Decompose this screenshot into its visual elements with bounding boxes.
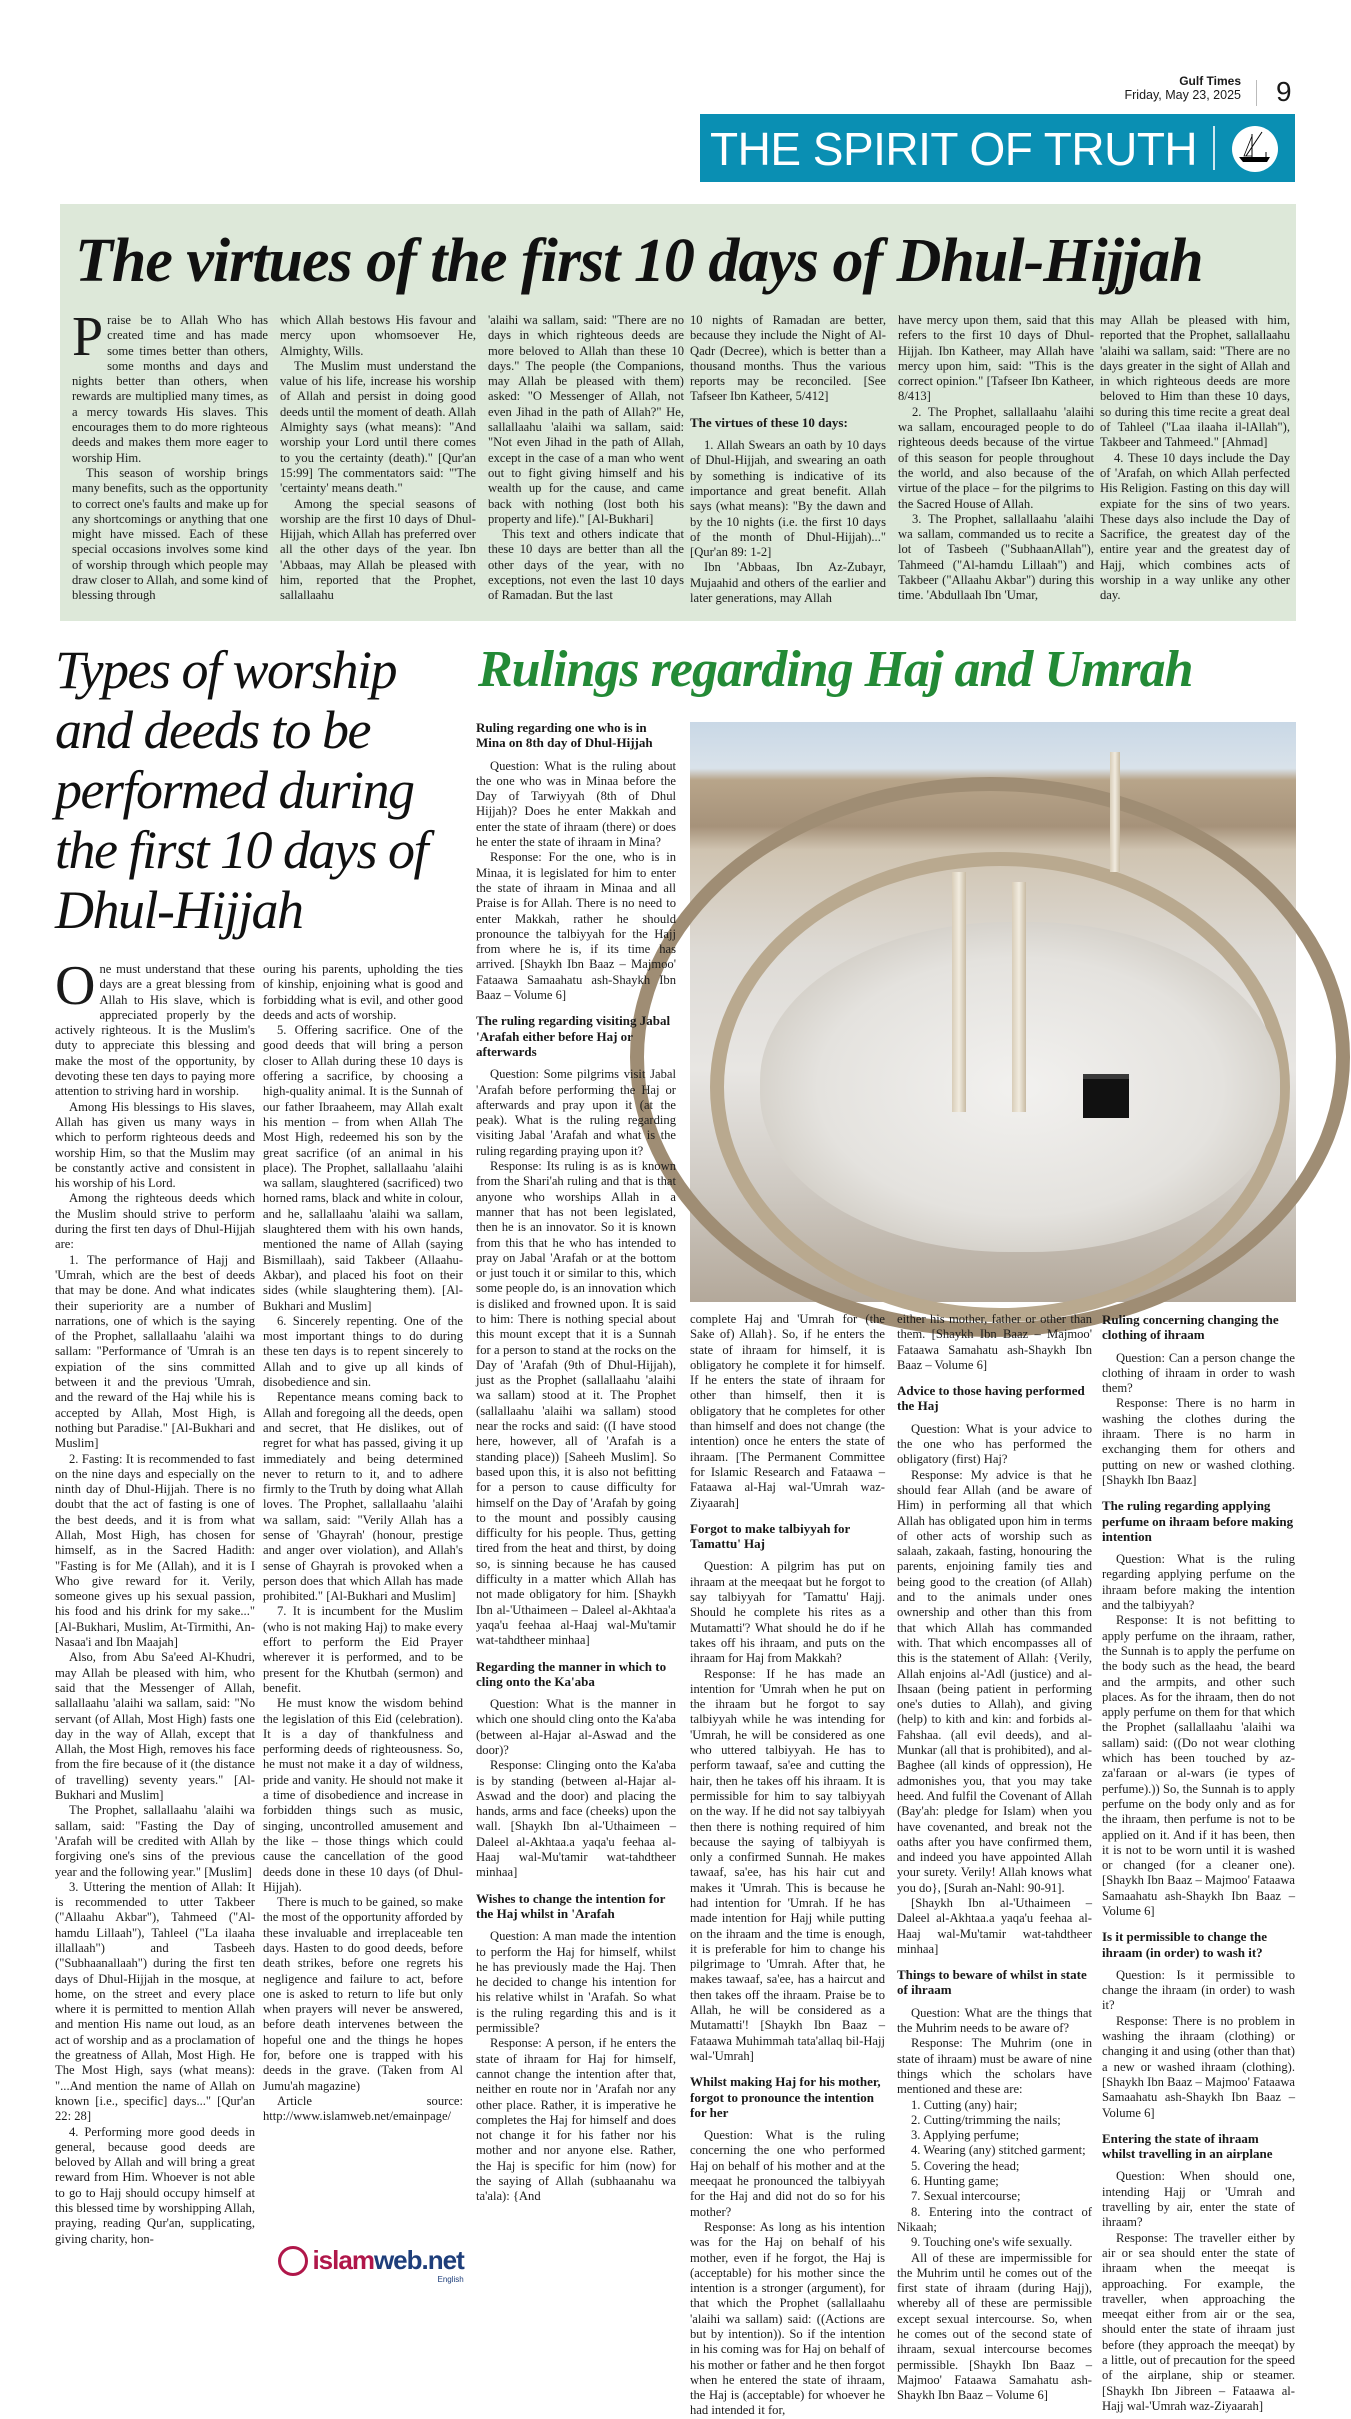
publication-name: Gulf Times <box>1179 74 1241 88</box>
logo-subtitle: English <box>437 2275 464 2284</box>
paragraph: 5. Offering sacrifice. One of the good deeds that will bring a person closer to Allah during these 10 days is offering a sacrifice, by choosing a high-quality animal. It is the Sunnah of our father Ibraaheem, may Allah exalt his mention – from when Allah The Most High, redeemed his son by the great sacrifice (of an animal in his place). The Prophet, sallallaahu 'alaihi wa sallam, slaughtered (sacrificed) two horned rams, black and white in colour, and he, sallallaahu 'alaihi wa sallam, slaughtered them with his own hands, mentioned the name of Allah (saying Bismillaah), said Takbeer (Allaahu-Akbar), and placed his foot on their sides (while slaughtering them). [Al-Bukhari and Muslim] <box>263 1023 463 1313</box>
subheading: The ruling regarding applying perfume on ihraam before making intention <box>1102 1498 1294 1544</box>
paragraph: 2. The Prophet, sallallaahu 'alaihi wa sallam, encouraged people to do righteous deeds because of the virtue of this season for people throughout the world, and also because of the virtue of the place – for the pilgrims to the Sacred House of Allah. <box>898 404 1094 511</box>
paragraph: Response: A person, if he enters the state of ihraam for Haj for himself, cannot change the intention after that, neither en route nor in 'Arafah nor any other place. Rather, it is imperative he completes the Haj for himself and does not change it for his father nor his mother and nor anyone else. Rather, the Haj is specific for him (now) for the saying of Allah (subhaanahu wa ta'ala): {And <box>476 2036 676 2204</box>
headline-line: performed during <box>55 760 414 820</box>
headline-line: Types of worship <box>55 640 397 700</box>
headline-line: and deeds to be <box>55 700 370 760</box>
paragraph: One must understand that these days are a great blessing from Allah to His slave, which is appreciated properly by the actively righteous. It is the Muslim's duty to appreciate this blessing and make the most of the opportunity, by devoting these ten days to paying more attention to striving hard in worship. <box>55 955 255 1099</box>
paragraph: 7. Sexual intercourse; <box>911 2189 1021 2204</box>
paragraph: Question: What is the ruling about the one who was in Minaa before the Day of Tarwiyyah (8th of Dhul Hijjah)? Does he enter Makkah and enter the state of ihraam (there) or does he enter the state of ihraam in Mina? <box>476 758 676 850</box>
minaret <box>952 872 966 1112</box>
minaret <box>1110 752 1120 872</box>
islamweb-logo <box>278 2245 464 2284</box>
paragraph: Question: Is it permissible to change the ihraam (in order) to wash it? <box>1102 1967 1295 2013</box>
paragraph: All of these are impermissible for the Muhrim until he comes out of the first state of ihraam (during Hajj), whereby all of these are permissible except sexual intercourse. So, when he comes out of the second state of ihraam, sexual intercourse becomes permissible. [Shaykh Ibn Baaz – Majmoo' Fataawa Samahatu ash-Shaykh Ibn Baaz – Volume 6] <box>897 2250 1092 2403</box>
subheading: Entering the state of ihraam whilst travelling in an airplane <box>1102 2130 1273 2162</box>
paragraph: 4. Wearing (any) stitched garment; <box>911 2143 1086 2158</box>
paragraph: 10 nights of Ramadan are better, because they include the Night of Al-Qadr (Decree), which is better than a thousand months. Thus the various reports may be reconciled. [See Tafseer Ibn Katheer, 5/412] <box>690 313 886 404</box>
paragraph: He must know the wisdom behind the legislation of this Eid (celebration). It is a day of thankfulness and performing deeds of righteousness. So, he must not make it a day of wildness, pride and vanity. He should not make it a time of disobedience and increase in forbidden things such as music, singing, uncontrolled amusement and the like – those things which could cause the cancellation of the good deeds done in these 10 days (of Dhul-Hijjah). <box>263 1696 463 1894</box>
paragraph: Response: If he has made an intention for 'Umrah when he put on the ihraam but he forgot to say talbiyyah while he was intending for 'Umrah, he will be considered as one who uttered talbiyyah. He has to perform tawaaf, sa'ee and cutting the hair, then he takes off his ihraam. It is permissible for him to say talbiyyah on the way. If he did not say talbiyyah then there is nothing required of him because the saying of talbiyyah is only a confirmed Sunnah. He makes tawaaf, sa'ee, has his hair cut and makes it 'Umrah. This is because he had intention for 'Umrah. If he has made intention for Hajj while putting on the ihraam and the time is enough, it is preferable for him to change his pilgrimage to 'Umrah. After that, he makes tawaaf, sa'ee, has a haircut and then takes off the ihraam. Praise be to Allah, he will be considered as a Mutamatti'! [Shaykh Ibn Baaz – Fataawa Muhimmah tata'allaq bil-Hajj wal-'Umrah] <box>690 1666 885 2063</box>
paragraph: The Prophet, sallallaahu 'alaihi wa sallam, said: "Fasting the Day of 'Arafah will be credited with Allah by forgiving one's sins of the previous year and the following year." [Muslim] <box>55 1803 255 1879</box>
subheading: Wishes to change the intention for the Haj whilst in 'Arafah <box>476 1890 666 1921</box>
masthead <box>1125 74 1242 102</box>
paragraph: have mercy upon them, said that this refers to the first 10 days of Dhul-Hijjah. Ibn Katheer, may Allah have mercy upon him, said: "This is the correct opinion." [Tafseer Ibn Katheer, 8/413] <box>898 313 1094 404</box>
paragraph: Question: What is your advice to the one who has performed the obligatory (first) Haj? <box>897 1421 1092 1467</box>
headline-line: Dhul-Hijjah <box>55 880 303 940</box>
subheading: Ruling concerning changing the clothing of ihraam <box>1102 1312 1279 1343</box>
kaaba <box>1083 1074 1129 1118</box>
text-column <box>72 306 268 613</box>
paragraph: Question: A pilgrim has put on ihraam at the meeqaat but he forgot to say talbiyyah for 'Tamattu' Hajj. Should he complete his rites as a Mutamatti'? What should he do if he takes off his ihraam, and puts on the ihraam for Haj from Makkah? <box>690 1559 885 1666</box>
text-column <box>488 313 684 613</box>
paragraph: Praise be to Allah Who has created time and has made some times better than others, some months and days and nights better than others, when rewards are multiplied many times, as a mercy towards His slaves. This encourages them to do more righteous deeds and makes them more eager to worship Him. <box>72 306 268 465</box>
subheading: The virtues of these 10 days: <box>690 414 848 430</box>
paragraph: 6. Sincerely repenting. One of the most important things to do during these ten days is to repent sincerely to Allah and to give up all kinds of disobedience and sin. <box>263 1313 463 1390</box>
subheading: Advice to those having performed the Haj <box>897 1383 1085 1414</box>
masthead-divider <box>1256 80 1257 106</box>
paragraph: Among the special seasons of worship are the first 10 days of Dhul-Hijjah, which Allah has preferred over all the other days of the year. Ibn 'Abbaas, may Allah be pleased with him, reported that the Prophet, sallallaahu <box>280 496 476 603</box>
subheading: Things to beware of whilst in state of ihraam <box>897 1967 1087 1998</box>
paragraph: Response: The Muhrim (one in state of ihraam) must be aware of nine things which the scholars have mentioned and these are: <box>897 2036 1092 2097</box>
paragraph: Also, from Abu Sa'eed Al-Khudri, may Allah be pleased with him, who said that the Messenger of Allah, sallallaahu 'alaihi wa sallam, said: "No servant (of Allah, Most High) fasts one day in the way of Allah, except that Allah, the Most High, removes his face from the fire because of it (the distance of travelling) seventy years." [Al-Bukhari and Muslim] <box>55 1650 255 1803</box>
paragraph: 7. It is incumbent for the Muslim (who is not making Haj) to make every effort to perform the Eid Prayer wherever it is performed, and to be present for the Khutbah (sermon) and benefit. <box>263 1604 463 1695</box>
text-column <box>476 720 676 2340</box>
kaaba-aerial-photo <box>690 722 1296 1302</box>
paragraph: 4. Performing more good deeds in general, because good deeds are beloved by Allah and will bring a great reward from Him. Whoever is not able to go to Hajj should occupy himself at this blessed time by worshipping Allah, praying, reading Qur'an, supplicating, giving charity, hon- <box>55 2124 255 2246</box>
paragraph: ouring his parents, upholding the ties of kinship, enjoining what is good and forbidding what is evil, and other good deeds and acts of worship. <box>263 962 463 1022</box>
paragraph: 3. Uttering the mention of Allah: It is recommended to utter Takbeer ("Allaahu Akbar"), Tahmeed ("Al-hamdu Lillaah"), Tahleel ("La ilaaha illallaah") and Tasbeeh ("Subhaanallaah") during the first ten days of Dhul-Hijjah in the mosque, at home, on the street and every place where it is permitted to mention Allah and mention His name out loud, as an act of worship and as a proclamation of the greatness of Allah, Most High. He The Most High, says (what means): "...And mention the name of Allah on known [i.e., specific] days..." [Qur'an 22: 28] <box>55 1879 255 2124</box>
paragraph: Question: What are the things that the Muhrim needs to be aware of? <box>897 2005 1092 2036</box>
paragraph: Question: What is the manner in which one should cling onto the Ka'aba (between al-Hajar al-Aswad and the door)? <box>476 1697 676 1757</box>
paragraph: Response: My advice is that he should fear Allah (and be aware of Him) in performing all that which Allah has obligated upon him in terms of other acts of worship such as salaah, zakaah, fasting, honouring the parents, enjoining family ties and being good to the creation (of Allah) and to the animals under ones ownership and other than this from that which Allah has commanded with. That which encompasses all of this is the statement of Allah: {Verily, Allah enjoins al-'Adl (justice) and al-Ihsaan (being patient in performing one's duties to Allah), and giving (help) to kith and kin: and forbids al-Fahshaa. (all evil deeds), and al-Munkar (all that is prohibited), and al-Baghee (all kinds of oppression), He admonishes you, that you may take heed. And fulfil the Covenant of Allah (Bay'ah: pledge for Islam) when you have covenanted, and break not the oaths after you have confirmed them, and indeed you have appointed Allah your surety. Verily! Allah knows what you do}, [Surah an-Nahl: 90-91]. <box>897 1467 1092 1895</box>
paragraph[interactable]: Article source: http://www.islamweb.net/emainpage/ <box>263 2093 463 2124</box>
text-column <box>897 1312 1092 2403</box>
subheading: Is it permissible to change the ihraam (in order) to wash it? <box>1102 1929 1268 1960</box>
paragraph: 2. Fasting: It is recommended to fast on the nine days and especially on the ninth day of Dhul-Hijjah. There is no doubt that the act of fasting is one of the best deeds, and it is from what Allah, Most High, has chosen for himself, as in the Sacred Hadith: "Fasting is for Me (Allah), and it is I Who give reward for it. Verily, someone gives up his sexual passion, his food and his drink for my sake..." [Al-Bukhari, Muslim, At-Tirmithi, An-Nasaa'i and Ibn Maajah] <box>55 1451 255 1650</box>
headline-line: the first 10 days of <box>55 820 427 880</box>
subheading: The ruling regarding visiting Jabal 'Arafah either before Haj or afterwards <box>476 1013 671 1059</box>
text-column <box>898 313 1094 613</box>
paragraph: Response: There is no harm in washing the clothes during the ihraam. There is no harm in exchanging them for others and putting on new or washed clothing. [Shaykh Ibn Baaz] <box>1102 1396 1295 1487</box>
paragraph: Response: For the one, who is in Minaa, it is legislated for him to enter the state of ihraam in Minaa and all Praise is for Allah. There is no need to enter Makkah, rather he should pronounce the talbiyyah for the Hajj from where he is, if its time has arrived. [Shaykh Ibn Baaz – Majmoo' Fataawa Samaahatu ash-Shaykh Ibn Baaz – Volume 6] <box>476 850 676 1003</box>
minaret <box>1012 882 1026 1112</box>
types-headline <box>55 640 475 940</box>
page-number: 9 <box>1276 76 1292 107</box>
section-banner <box>700 114 1295 182</box>
paragraph: Ibn 'Abbaas, Ibn Az-Zubayr, Mujaahid and others of the earlier and later generations, may Allah <box>690 560 886 606</box>
paragraph: 3. The Prophet, sallallaahu 'alaihi wa sallam, commanded us to recite a lot of Tasbeeh ("SubhaanAllah"), Tahmeed ("Al-hamdu Lillaah") and Takbeer ("Allaahu Akbar") during this time. 'Abdullaah Ibn 'Umar, <box>898 511 1094 603</box>
banner-divider <box>1213 126 1215 170</box>
paragraph: 9. Touching one's wife sexually. <box>911 2235 1073 2250</box>
section-title: THE SPIRIT OF TRUTH <box>710 123 1198 175</box>
feature-headline: The virtues of the first 10 days of Dhul-Hijjah <box>75 227 1203 295</box>
text-column <box>690 313 886 613</box>
text-column <box>1102 1312 1295 2413</box>
paragraph: Question: What is the ruling concerning the one who performed Haj on behalf of his mother and at the meeqaat he pronounced the talbiyyah for the Haj and did not do so for his mother? <box>690 2128 885 2219</box>
paragraph: either his mother, father or other than them. [Shaykh Ibn Baaz – Majmoo' Fataawa Samahatu ash-Shaykh Ibn Baaz – Volume 6] <box>897 1312 1092 1372</box>
paragraph: may Allah be pleased with him, reported that the Prophet, sallallaahu 'alaihi wa sallam, said: "There are no days greater in the sight of Allah and in which righteous deeds are more beloved to Him than these 10 days, so during this time recite a great deal of Tahleel ("Laa ilaaha il-lAllah"), Takbeer and Tahmeed." [Ahmad] <box>1100 313 1290 450</box>
paragraph: Response: Its ruling is as is known from the Shari'ah ruling and that is that anyone who worships Allah in a manner that has not been legislated, then he is an innovator. So it is known from this that he who has intended to pray on Jabal 'Arafah or at the bottom or just touch it or similar to this, which some people do, is an innovation which is disliked and frowned upon. It is said to him: There is nothing special about this mount except that it is a Sunnah for a person to stand at the rocks on the Day of 'Arafah (9th of Dhul-Hijjah), just as the Prophet (sallallaahu 'alaihi wa sallam) stood at it. The Prophet (sallallaahu 'alaihi wa sallam) stood near the rocks and said: ((I have stood here, however, all of 'Arafah is a standing place)) [Saheeh Muslim]. So based upon this, it is also not befitting for a person to cause difficulty for himself on the Day of 'Arafah by going to the mount and possibly causing difficulty for his people. Thus, getting tired from the heat and thirst, by doing so, is sinning because he has caused difficulty in a matter which Allah has not made obligatory for him. [Shaykh Ibn al-'Uthaimeen – Daleel al-Akhtaa'a yaqa'u feehaa al-Haaj wal-Mu'tamir wat-tahdtheer minhaa] <box>476 1159 676 1648</box>
paragraph: There is much to be gained, so make the most of the opportunity afforded by these invaluable and irreplaceable ten days. Hasten to do good deeds, before death strikes, before one regrets his negligence and failure to act, before one is asked to return to life but only when prayers will never be answered, before death intervenes between the hopeful one and the things he hopes for, before one is trapped with his deeds in the grave. (Taken from Al Jumu'ah magazine) <box>263 1895 463 2093</box>
paragraph: [Shaykh Ibn al-'Uthaimeen – Daleel al-Akhtaa.a yaqa'u feehaa al-Haaj wal-Mu'tamir wat-tahdtheer minhaa] <box>897 1895 1092 1956</box>
paragraph: 'alaihi wa sallam, said: "There are no days in which righteous deeds are more beloved to Allah than these 10 days." The people (the Companions, may Allah be pleased with them) asked: "O Messenger of Allah, not even Jihad in the path of Allah?" He, sallallaahu 'alaihi wa sallam, said: "Not even Jihad in the path of Allah, except in the case of a man who went out to fight giving himself and his wealth up for the cause, and came back with nothing (lost both his property and life)." [Al-Bukhari] <box>488 313 684 526</box>
paragraph: 5. Covering the head; <box>911 2158 1020 2173</box>
text-column <box>263 962 463 2242</box>
paragraph: 8. Entering into the contract of Nikaah; <box>897 2204 1092 2234</box>
paragraph: Question: A man made the intention to perform the Haj for himself, whilst he has previously made the Haj. Then he decided to change his intention for his relative whilst in 'Arafah. So what is the ruling regarding this and is it permissible? <box>476 1929 676 2036</box>
subheading: Whilst making Haj for his mother, forgot to pronounce the intention for her <box>690 2074 881 2120</box>
paragraph: Among the righteous deeds which the Muslim should strive to perform during the first ten days of Dhul-Hijjah are: <box>55 1191 255 1252</box>
text-column <box>690 1312 885 2418</box>
paragraph: Response: There is no problem in washing the ihraam (clothing) or changing it and using (other than that) a new or washed ihraam (clothing). [Shaykh Ibn Baaz – Majmoo' Fataawa Samaahatu ash-Shaykh Ibn Baaz – Volume 6] <box>1102 2013 1295 2120</box>
paragraph: Question: Can a person change the clothing of ihraam in order to wash them? <box>1102 1350 1295 1396</box>
text-column <box>1100 313 1290 613</box>
paragraph: Response: Clinging onto the Ka'aba is by standing (between al-Hajar al-Aswad and the door) and placing the hands, arms and face (cheeks) upon the wall. [Shaykh Ibn al-'Uthaimeen – Daleel al-Akhtaa.a yaqa'u feehaa al-Haaj wal-Mu'tamir wat-tahdtheer minhaa] <box>476 1758 676 1880</box>
paragraph: 6. Hunting game; <box>911 2174 999 2189</box>
paragraph: 4. These 10 days include the Day of 'Arafah, on which Allah perfected His Religion. Fasting on this day will expiate for the sins of two years. These days also include the Day of Sacrifice, the greatest day of the entire year and the greatest day of Hajj, which combines acts of worship in a way unlike any other day. <box>1100 450 1290 603</box>
paragraph: Response: The traveller either by air or sea should enter the state of ihraam when the meeqat is approaching. For example, the traveller, when approaching the meeqat either from air or the sea, should enter the state of ihraam just before (they approach the meeqat) by a little, out of precaution for the speed of the airplane, ship or steamer. [Shaykh Ibn Jibreen – Fataawa al-Hajj wal-'Umrah waz-Ziyaarah] <box>1102 2230 1295 2413</box>
paragraph: Question: What is the ruling regarding applying perfume on the ihraam before making the intention and the talbiyyah? <box>1102 1552 1295 1613</box>
subheading: Forgot to make talbiyyah for Tamattu' Haj <box>690 1520 851 1552</box>
paragraph: This season of worship brings many benefits, such as the opportunity to correct one's faults and make up for any shortcomings or anything that one might have missed. Each of these special occasions involves some kind of worship through which people may draw closer to Allah, and some kind of blessing through <box>72 465 268 603</box>
paragraph: Among His blessings to His slaves, Allah has given us many ways in which to perform righteous deeds and worship Him, so that the Muslim may be constantly active and consistent in his worship of his Lord. <box>55 1099 255 1191</box>
globe-icon <box>278 2246 308 2276</box>
subheading: Ruling regarding one who is in Mina on 8th day of Dhul-Hijjah <box>476 720 653 751</box>
paragraph: Response: As long as his intention was for the Haj on behalf of his mother, even if he forgot, the Haj is (acceptable) for his mother since the intention is a stronger (argument), for that which the Prophet (sallallaahu 'alaihi wa sallam) said: ((Actions are but by intention)). So if the intention in his coming was for Haj on behalf of his mother or father and he then forgot when he entered the state of ihraam, the Haj is (acceptable) for whoever he had intended it for, <box>690 2219 885 2418</box>
paragraph: 1. Cutting (any) hair; <box>911 2097 1018 2112</box>
paragraph: 3. Applying perfume; <box>911 2128 1020 2143</box>
logo-text-b: web.net <box>373 2245 464 2275</box>
paragraph: This text and others indicate that these 10 days are better than all the other days of the year, with no exceptions, not even the last 10 days of Ramadan. But the last <box>488 527 684 603</box>
paragraph: 1. Allah Swears an oath by 10 days of Dhul-Hijjah, and swearing an oath by something is indicative of its importance and great benefit. Allah says (what means): "By the dawn and by the 10 nights (i.e. the first 10 days of the month of Dhul-Hijjah)..." [Qur'an 89: 1-2] <box>690 438 886 560</box>
paragraph: Response: It is not befitting to apply perfume on the ihraam, rather, the Sunnah is to apply the perfume on the body such as the head, the beard and the armpits, and other such places. As for the ihraam, then do not apply perfume on them for that which the Prophet (sallallaahu 'alaihi wa sallam) said: ((Do not wear clothing which has been touched by az-za'faraan or al-wars (ie types of perfume).)) So, the Sunnah is to apply perfume on the body only and as for the ihraam, then perfume is not to be applied on it. And if it has been, then it is not to be worn until it is washed or changed (for a cleaner one). [Shaykh Ibn Baaz – Majmoo' Fataawa Samaahatu ash-Shaykh Ibn Baaz – Volume 6] <box>1102 1613 1295 1918</box>
issue-date: Friday, May 23, 2025 <box>1124 88 1241 102</box>
paragraph: complete Haj and 'Umrah for (the Sake of) Allah}. So, if he enters the state of ihraam for himself, it is obligatory he complete it for himself. If he enters the state of ihraam for other than himself, then it is obligatory that he completes for other than himself and does not change (the intention) once he enters the state of ihraam. [The Permanent Committee for Islamic Research and Fataawa – Fataawa al-Haj wal-'Umrah waz-Ziyaarah] <box>690 1312 885 1510</box>
text-column <box>280 313 476 613</box>
paragraph: which Allah bestows His favour and mercy upon whomsoever He, Almighty, Wills. <box>280 313 476 358</box>
paragraph: Question: When should one, intending Hajj or 'Umrah and travelling by air, enter the state of ihraam? <box>1102 2169 1295 2230</box>
paragraph: Repentance means coming back to Allah and foregoing all the deeds, open and secret, that He dislikes, out of regret for what has passed, giving it up immediately and being determined never to return to it, and to adhere firmly to the Truth by doing what Allah loves. The Prophet, sallallaahu 'alaihi wa sallam, said: "Verily Allah has a sense of 'Ghayrah' (honour, prestige and anger over violation), and Allah's sense of Ghayrah is provoked when a person does that which Allah has made prohibited." [Al-Bukhari and Muslim] <box>263 1390 463 1604</box>
rulings-headline: Rulings regarding Haj and Umrah <box>478 641 1193 698</box>
paragraph: 1. The performance of Hajj and 'Umrah, which are the best of deeds that may be done. And what indicates their superiority are a number of narrations, one of which is the saying of the Prophet, sallallaahu 'alaihi wa sallam: "Performance of 'Umrah is an expiation of the sins committed between it and the previous 'Umrah, and the reward of the Haj while his is accepted by Allah, Most High, is nothing but Paradise." [Al-Bukhari and Muslim] <box>55 1252 255 1451</box>
paragraph: 2. Cutting/trimming the nails; <box>911 2112 1061 2127</box>
text-column <box>55 955 255 2342</box>
subheading: Regarding the manner in which to cling onto the Ka'aba <box>476 1658 667 1689</box>
paragraph: The Muslim must understand the value of his life, increase his worship of Allah and persist in doing good deeds until the moment of death. Allah Almighty says (what means): "And worship your Lord until there comes to you the certainty (death)." [Qur'an 15:99] The commentators said: "'The 'certainty' means death." <box>280 358 476 496</box>
dhow-boat-icon <box>1232 126 1278 172</box>
paragraph: Question: Some pilgrims visit Jabal 'Arafah before performing the Haj or afterwards and pray upon it (at the peak). What is the ruling regarding visiting Jabal 'Arafah and what is the ruling regarding praying upon it? <box>476 1067 676 1158</box>
logo-text-a: islam <box>312 2245 374 2275</box>
